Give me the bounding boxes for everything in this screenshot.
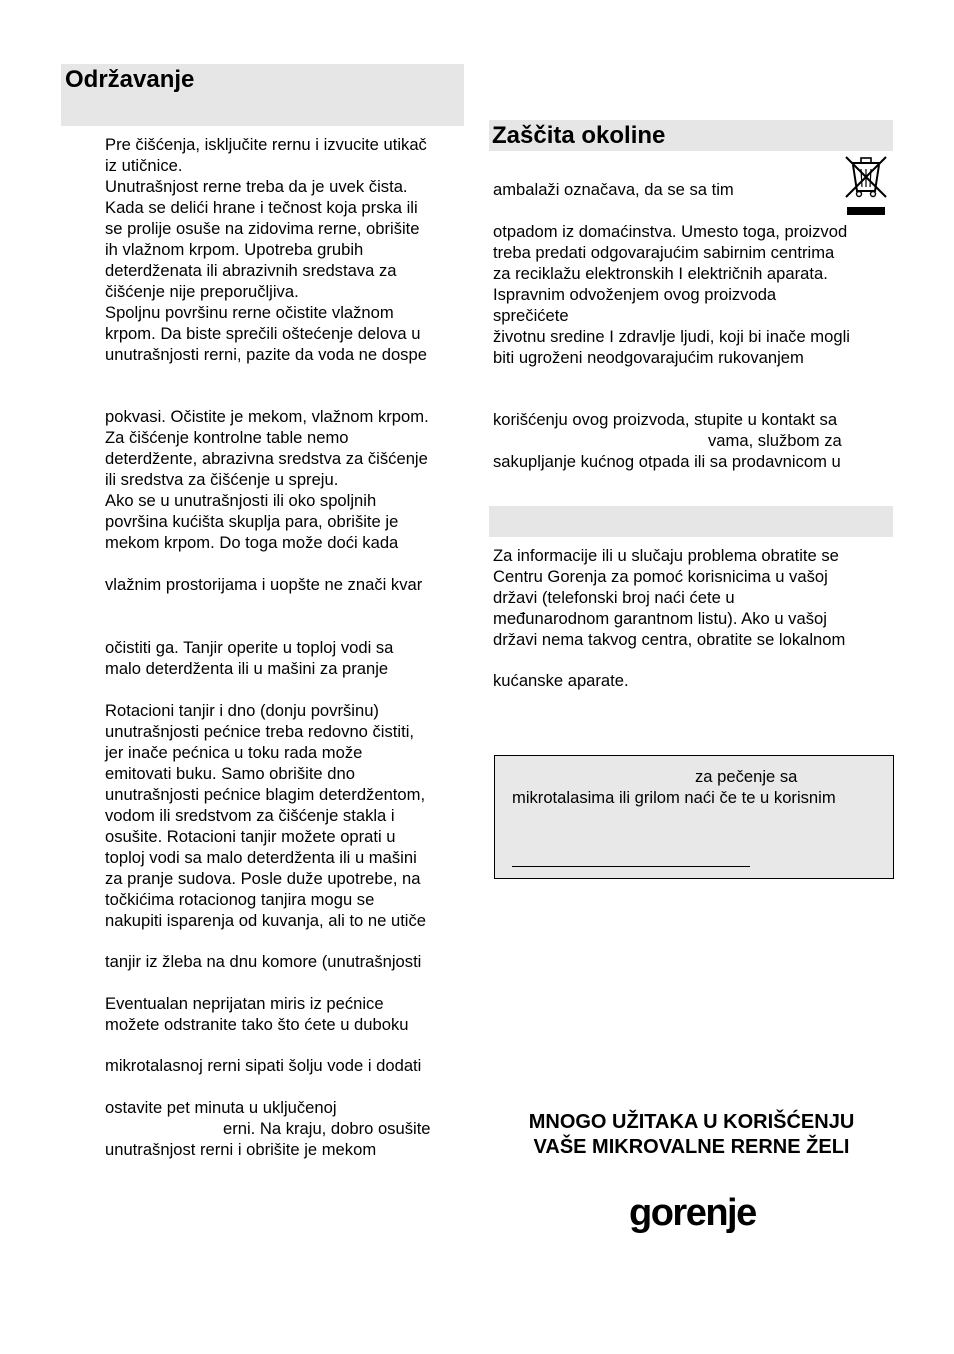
text-line: Centru Gorenja za pomoć korisnicima u vašoj: [493, 567, 828, 586]
text-line: erni. Na kraju, dobro osušite: [223, 1119, 431, 1138]
text-line: Za čišćenje kontrolne table nemo: [105, 428, 349, 447]
text-line: deterdženata ili abrazivnih sredstava za: [105, 261, 397, 280]
text-line: čišćenje nije preporučljiva.: [105, 282, 299, 301]
text-line: ambalaži označava, da se sa tim: [493, 180, 734, 199]
text-line: površina kućišta skuplja para, obrišite je: [105, 512, 399, 531]
text-line: životnu sredine I zdravlje ljudi, koji bi inače mogli: [493, 327, 850, 346]
text-line: državi nema takvog centra, obratite se lokalnom: [493, 630, 846, 649]
text-line: iz utičnice.: [105, 156, 183, 175]
text-line: Unutrašnjost rerne treba da je uvek čista.: [105, 177, 408, 196]
text-line: unutrašnjost rerni i obrišite je mekom: [105, 1140, 377, 1159]
text-line: tanjir iz žleba na dnu komore (unutrašnjosti: [105, 952, 422, 971]
text-line: Spoljnu površinu rerne očistite vlažnom: [105, 303, 394, 322]
text-line: unutrašnjosti rerni, pazite da voda ne dospe: [105, 345, 427, 364]
closing-line: VAŠE MIKROVALNE RERNE ŽELI: [533, 1136, 850, 1158]
text-line: Kada se delići hrane i tečnost koja prska ili: [105, 198, 418, 217]
text-line: Eventualan neprijatan miris iz pećnice: [105, 994, 384, 1013]
text-line: sakupljanje kućnog otpada ili sa prodavnicom u: [493, 452, 841, 471]
text-line: korišćenju ovog proizvoda, stupite u kontakt sa: [493, 410, 838, 429]
text-line: mikrotalasima ili grilom naći če te u korisnim: [512, 788, 836, 807]
text-line: Ispravnim odvoženjem ovog proizvoda: [493, 285, 777, 304]
text-line: za reciklažu elektronskih I električnih aparata.: [493, 264, 828, 283]
maintenance-heading: Održavanje: [65, 66, 195, 93]
text-line: Pre čišćenja, isključite rernu i izvucite utikač: [105, 135, 427, 154]
text-line: nakupiti isparenja od kuvanja, ali to ne utiče: [105, 911, 427, 930]
text-line: unutrašnjosti pećnice treba redovno čistiti,: [105, 722, 414, 741]
text-line: kućanske aparate.: [493, 671, 629, 690]
text-line: očistiti ga. Tanjir operite u toploj vodi sa: [105, 638, 394, 657]
closing-message: [490, 1110, 893, 1160]
text-line: vodom ili sredstvom za čišćenje stakla i: [105, 806, 395, 825]
underline-rule: [512, 866, 750, 867]
text-line: sprečićete: [493, 306, 569, 325]
text-line: osušite. Rotacioni tanjir možete oprati u: [105, 827, 396, 846]
text-line: mikrotalasnoj rerni sipati šolju vode i dodati: [105, 1056, 422, 1075]
service-heading-band: [489, 506, 893, 537]
text-line: možete odstranite tako što ćete u duboku: [105, 1015, 409, 1034]
text-line: malo deterdženta ili u mašini za pranje: [105, 659, 389, 678]
text-line: ostavite pet minuta u uključenoj: [105, 1098, 337, 1117]
text-line: vama, službom za: [708, 431, 842, 450]
text-line: se prolije osuše na zidovima rerne, obrišite: [105, 219, 420, 238]
text-line: mekom krpom. Do toga može doći kada: [105, 533, 399, 552]
text-line: međunarodnom garantnom listu). Ako u vašoj: [493, 609, 827, 628]
text-line: državi (telefonski broj naći ćete u: [493, 588, 735, 607]
text-line: deterdžente, abrazivna sredstva za čišćenje: [105, 449, 428, 468]
text-line: Za informacije ili u slučaju problema obratite se: [493, 546, 839, 565]
text-line: unutrašnjosti pećnice blagim deterdžentom,: [105, 785, 426, 804]
text-line: emitovati buku. Samo obrišite dno: [105, 764, 355, 783]
text-line: za pečenje sa: [695, 767, 798, 786]
text-line: pokvasi. Očistite je mekom, vlažnom krpom.: [105, 407, 429, 426]
text-line: toploj vodi sa malo deterdženta ili u mašini: [105, 848, 417, 867]
text-line: Ako se u unutrašnjosti ili oko spoljnih: [105, 491, 377, 510]
text-line: vlažnim prostorijama i uopšte ne znači kvar: [105, 575, 423, 594]
text-line: otpadom iz domaćinstva. Umesto toga, proizvod: [493, 222, 848, 241]
text-line: ih vlažnom krpom. Upotreba grubih: [105, 240, 364, 259]
text-line: jer inače pećnica u toku rada može: [105, 743, 363, 762]
text-line: za pranje sudova. Posle duže upotrebe, na: [105, 869, 421, 888]
crossed-out-wheelie-bin-icon: [842, 155, 890, 217]
text-line: treba predati odgovarajućim sabirnim centrima: [493, 243, 835, 262]
environment-heading: Zaščita okoline: [492, 122, 666, 149]
text-line: točkićima rotacionog tanjira mogu se: [105, 890, 375, 909]
text-line: biti ugroženi neodgovarajućim rukovanjem: [493, 348, 804, 367]
recipe-note-box: [494, 755, 894, 879]
text-line: ili sredstva za čišćenje u spreju.: [105, 470, 339, 489]
gorenje-logo: gorenje: [629, 1192, 756, 1234]
text-line: krpom. Da biste sprečili oštećenje delova u: [105, 324, 421, 343]
closing-line: MNOGO UŽITAKA U KORIŠĆENJU: [528, 1111, 855, 1133]
text-line: Rotacioni tanjir i dno (donju površinu): [105, 701, 379, 720]
